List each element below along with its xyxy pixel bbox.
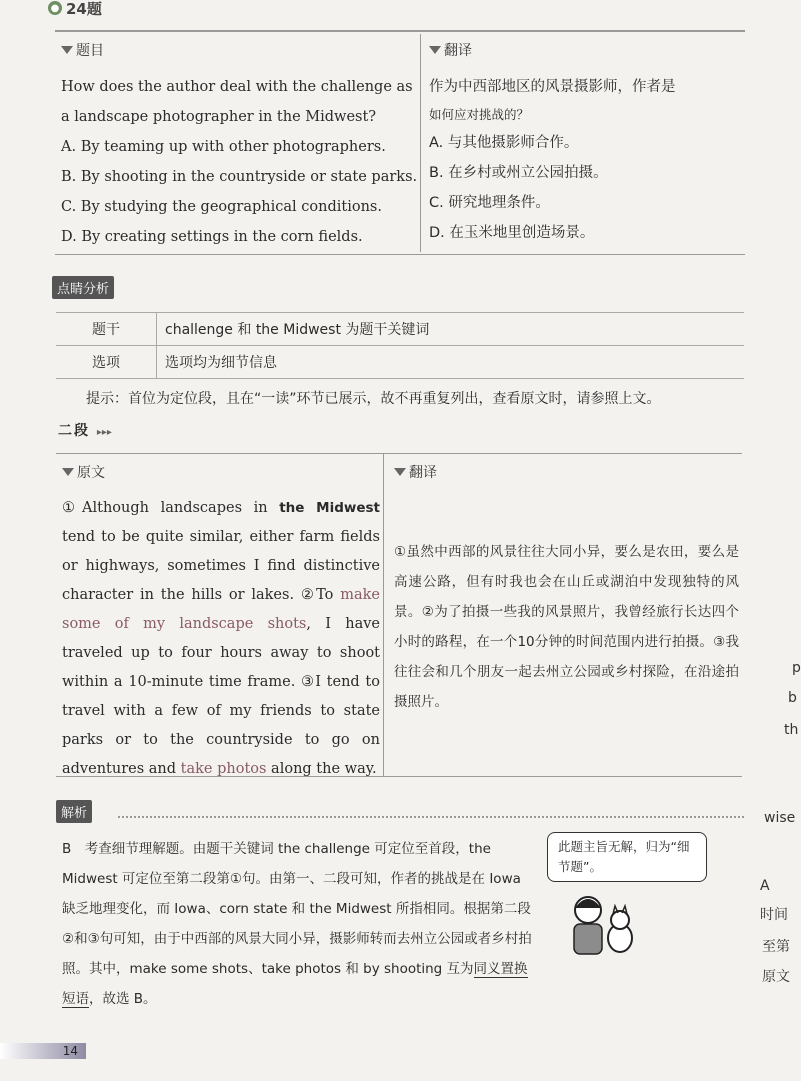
badge-text: 24题: [66, 0, 102, 18]
edge-fragment: wise: [764, 810, 796, 826]
option-b: B. By shooting in the countryside or state parks.: [61, 169, 418, 185]
row-key: 选项: [56, 346, 157, 379]
table-row: [56, 313, 744, 346]
passage-table: [56, 453, 742, 777]
translation-option-b: B. 在乡村或州立公园拍摄。: [429, 165, 608, 181]
highlight-phrase: make some of my landscape shots: [62, 587, 380, 632]
translation-stem-line: 如何应对挑战的？: [429, 107, 530, 122]
question-column: [61, 40, 416, 252]
edge-fragment: A: [760, 878, 770, 894]
triangle-down-icon: [61, 46, 73, 54]
edge-fragment: 原文: [762, 969, 790, 985]
question-number-badge: [48, 0, 102, 16]
question-stem-line: a landscape photographer in the Midwest?: [61, 109, 377, 125]
cartoon-figure-icon: [560, 888, 640, 968]
translation-stem-line: 作为中西部地区的风景摄影师，作者是: [429, 79, 676, 95]
explanation-text: B 考查细节理解题。由题干关键词 the challenge 可定位至首段，the Midwest 可定位至第二段第①句。由第一、二段可知，作者的挑战是在 Iowa 缺乏地理变化，而 Iowa、corn state 和 the Midwest 所指相同。根据第二段②和③句可知，由于中西部的风景大同小异，摄影师转而去州立公园或者乡村拍照。其中，make some shots、take photos 和 by shooting 互为同义置换短语，故选 B。: [62, 841, 532, 1007]
table-row: [56, 346, 744, 379]
triangle-down-icon: [62, 468, 74, 476]
passage-translation-text: ①虽然中西部的风景往往大同小异，要么是农田，要么是高速公路，但有时我也会在山丘或湖泊中发现独特的风景。②为了拍摄一些我的风景照片，我曾经旅行长达四个小时的路程，在一个10分钟的时间范围内进行拍摄。③我往往会和几个朋友一起去州立公园或乡村探险，在沿途拍摄照片。: [394, 544, 739, 710]
translation-option-d: D. 在玉米地里创造场景。: [429, 225, 595, 241]
hint-text: 提示：首位为定位段，且在“一读”环节已展示，故不再重复列出，查看原文时，请参照上文。: [86, 391, 661, 407]
explanation-tag: 解析: [56, 800, 92, 823]
triangle-down-icon: [394, 468, 406, 476]
passage-label: 原文: [62, 462, 380, 482]
dotted-divider: [118, 816, 744, 818]
speech-bubble: 此题主旨无解，归为“细节题”。: [547, 832, 707, 882]
arrow-icon: ▸▸▸: [96, 427, 112, 438]
option-c: C. By studying the geographical conditions.: [61, 199, 382, 215]
section-title: 二段 ▸▸▸: [58, 423, 112, 439]
keyword-table: [56, 312, 744, 379]
edge-fragment: b: [788, 690, 797, 706]
column-divider: [383, 454, 384, 776]
edge-fragment: 时间: [760, 907, 788, 923]
option-d: D. By creating settings in the corn fields.: [61, 229, 363, 245]
keyword-bold: the Midwest: [279, 500, 380, 516]
edge-fragment: 至第: [762, 939, 790, 955]
analysis-tag: 点睛分析: [52, 276, 114, 299]
question-label: 题目: [61, 40, 416, 60]
translation-option-c: C. 研究地理条件。: [429, 195, 550, 211]
row-value: 选项均为细节信息: [157, 346, 745, 379]
question-translation-column: [429, 40, 744, 248]
question-stem-line: How does the author deal with the challenge as: [61, 79, 413, 95]
translation-label: 翻译: [394, 462, 739, 482]
page-number: 14: [0, 1043, 86, 1059]
translation-option-a: A. 与其他摄影师合作。: [429, 135, 579, 151]
passage-column: [62, 462, 380, 784]
question-table: [55, 30, 745, 255]
triangle-down-icon: [429, 46, 441, 54]
edge-fragment: th: [784, 722, 799, 738]
row-key: 题干: [56, 313, 157, 346]
passage-text: ①Although landscapes in the Midwest tend to be quite similar, either farm fields or highways, sometimes I find distinctive character in the hills or lakes. ②To make some of my landscape shots, I have traveled up to four hours away to shoot within a 10-minute time frame. ③I tend to travel with a few of my friends to state parks or to the countryside to go on adventures and take photos along the way.: [62, 500, 381, 777]
badge-circle-icon: ●: [48, 1, 62, 15]
highlight-phrase: take photos: [180, 761, 267, 777]
column-divider: [420, 34, 421, 252]
option-a: A. By teaming up with other photographers.: [61, 139, 386, 155]
underlined-phrase: 同义置换短语: [62, 961, 528, 1007]
row-value: challenge 和 the Midwest 为题干关键词: [157, 313, 745, 346]
passage-translation-column: [394, 462, 739, 717]
edge-fragment: p: [792, 660, 801, 676]
translation-label: 翻译: [429, 40, 744, 60]
